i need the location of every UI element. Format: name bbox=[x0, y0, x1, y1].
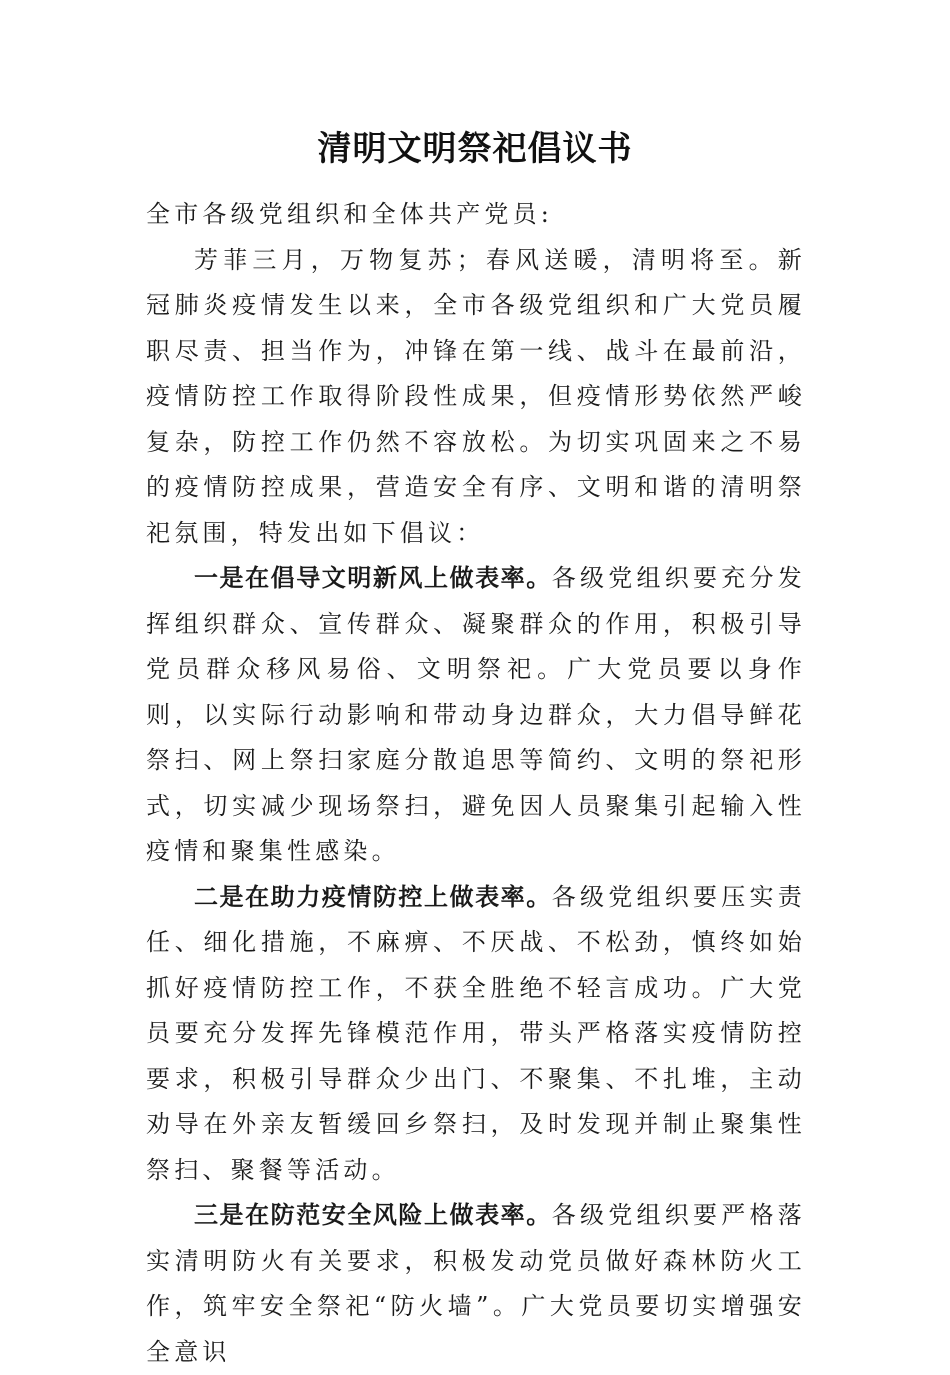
document-body bbox=[146, 192, 806, 1375]
section-text-1: 各级党组织要充分发挥组织群众、宣传群众、凝聚群众的作用，积极引导党员群众移风易俗、文明祭祀。广大党员要以身作则，以实际行动影响和带动身边群众，大力倡导鲜花祭扫、网上祭扫家庭分散追思等简约、文明的祭祀形式，切实减少现场祭扫，避免因人员聚集引起输入性疫情和聚集性感染。 bbox=[146, 564, 806, 865]
section-paragraph-3 bbox=[146, 1193, 806, 1375]
document-title: 清明文明祭祀倡议书 bbox=[317, 129, 633, 169]
section-lead-3: 三是在防范安全风险上做表率。 bbox=[194, 1201, 552, 1229]
section-text-3: 各级党组织要严格落实清明防火有关要求，积极发动党员做好森林防火工作，筑牢安全祭祀“防火墙”。广大党员要切实增强安全意识 bbox=[146, 1201, 806, 1366]
section-paragraph-1 bbox=[146, 556, 806, 875]
section-lead-1: 一是在倡导文明新风上做表率。 bbox=[194, 564, 552, 592]
intro-paragraph: 芳菲三月，万物复苏；春风送暖，清明将至。新冠肺炎疫情发生以来，全市各级党组织和广大党员履职尽责、担当作为，冲锋在第一线、战斗在最前沿，疫情防控工作取得阶段性成果，但疫情形势依然严峻复杂，防控工作仍然不容放松。为切实巩固来之不易的疫情防控成果，营造安全有序、文明和谐的清明祭祀氛围，特发出如下倡议： bbox=[146, 245, 806, 547]
salutation: 全市各级党组织和全体共产党员: bbox=[146, 200, 554, 228]
section-lead-2: 二是在助力疫情防控上做表率。 bbox=[194, 882, 552, 911]
section-paragraph-2 bbox=[146, 875, 806, 1194]
section-text-2: 各级党组织要压实责任、细化措施，不麻痹、不厌战、不松劲，慎终如始抓好疫情防控工作，不获全胜绝不轻言成功。广大党员要充分发挥先锋模范作用，带头严格落实疫情防控要求，积极引导群众少出门、不聚集、不扎堆，主动劝导在外亲友暂缓回乡祭扫，及时发现并制止聚集性祭扫、聚餐等活动。 bbox=[146, 882, 806, 1184]
